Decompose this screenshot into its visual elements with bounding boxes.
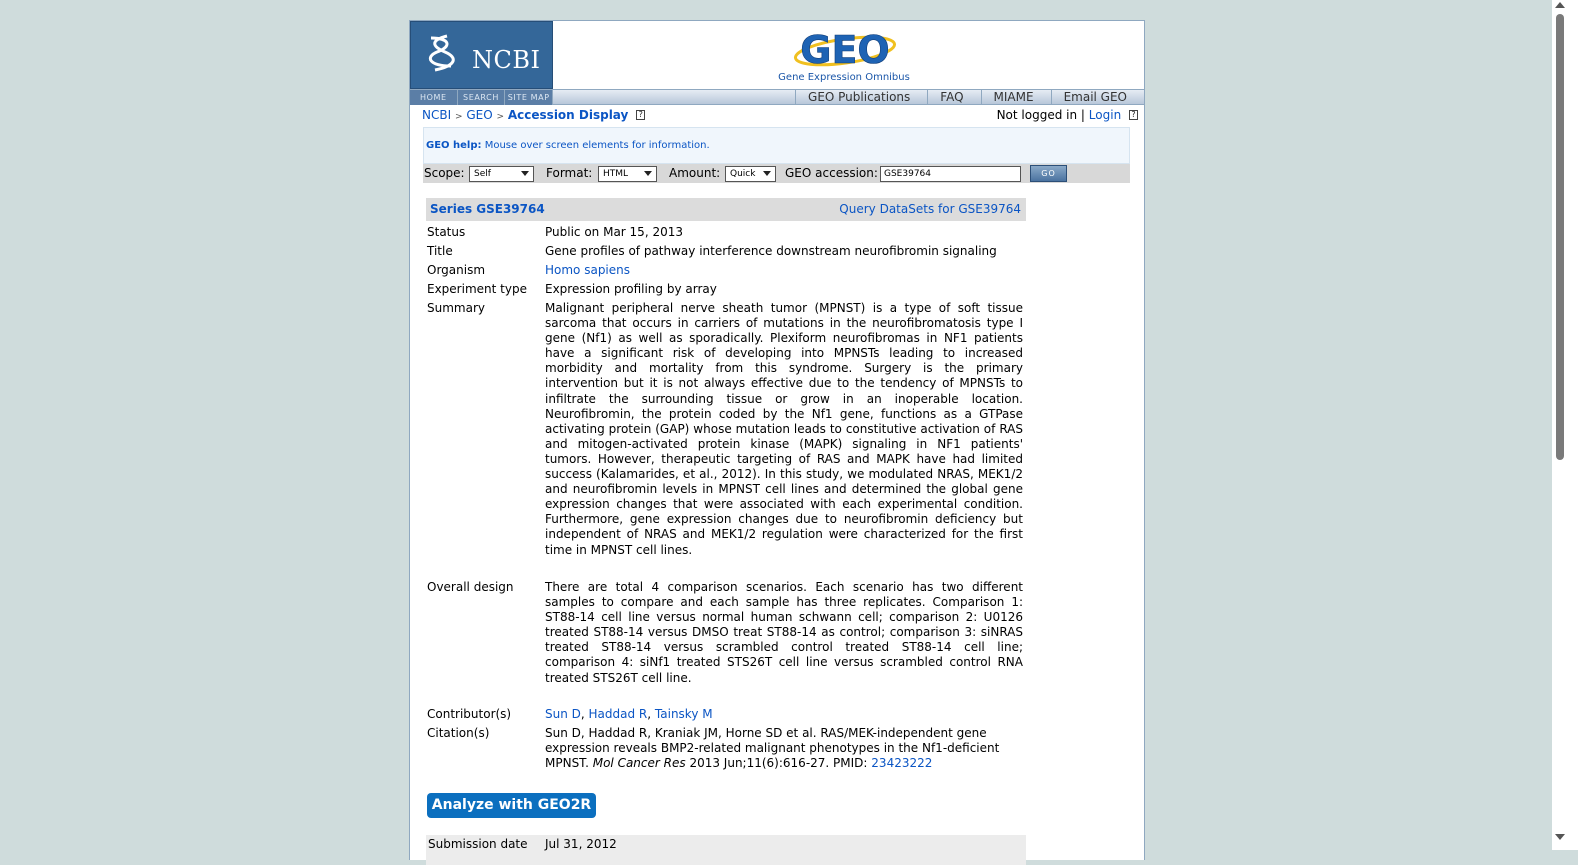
submission-row bbox=[426, 835, 1026, 865]
nav-home[interactable]: HOME bbox=[410, 90, 458, 105]
contributor-separator: , bbox=[580, 707, 589, 721]
nav-email-geo[interactable]: Email GEO bbox=[1051, 90, 1144, 105]
breadcrumb-separator: > bbox=[496, 112, 505, 122]
geo-nav bbox=[795, 90, 1144, 105]
citation-journal: Mol Cancer Res bbox=[592, 756, 686, 771]
breadcrumb bbox=[422, 108, 645, 122]
contributor-link[interactable]: Tainsky M bbox=[654, 707, 713, 721]
nav-site-map[interactable]: SITE MAP bbox=[505, 90, 553, 105]
geo-help-box bbox=[423, 127, 1130, 164]
contributor-link[interactable]: Haddad R bbox=[588, 707, 648, 721]
help-text: Mouse over screen elements for information. bbox=[484, 140, 710, 151]
format-label: Format: bbox=[546, 166, 593, 180]
organism-link[interactable]: Homo sapiens bbox=[545, 263, 631, 277]
geo-subtitle: Gene Expression Omnibus bbox=[778, 72, 910, 83]
scope-select[interactable]: Self bbox=[469, 166, 534, 182]
go-button[interactable]: GO bbox=[1030, 165, 1067, 182]
auth-divider: | bbox=[1080, 108, 1085, 122]
ncbi-logo[interactable] bbox=[410, 21, 553, 89]
contributors-label: Contributor(s) bbox=[427, 707, 512, 721]
breadcrumb-separator: > bbox=[454, 112, 463, 122]
citation-rest: 2013 Jun;11(6):616-27. PMID: bbox=[689, 756, 868, 771]
contributor-separator: , bbox=[647, 707, 655, 721]
status-label: Status bbox=[427, 225, 466, 239]
help-icon[interactable]: ? bbox=[636, 110, 645, 120]
help-label: GEO help: bbox=[426, 140, 482, 151]
breadcrumb-geo[interactable]: GEO bbox=[466, 108, 493, 122]
ncbi-wordmark: NCBI bbox=[472, 46, 541, 74]
experiment-label: Experiment type bbox=[427, 282, 527, 296]
status-value: Public on Mar 15, 2013 bbox=[545, 225, 683, 239]
top-navbar bbox=[410, 89, 1144, 105]
breadcrumb-current: Accession Display bbox=[507, 108, 629, 122]
series-header bbox=[426, 198, 1026, 221]
citation-text bbox=[545, 726, 1005, 771]
title-label: Title bbox=[427, 244, 453, 258]
nav-miame[interactable]: MIAME bbox=[981, 90, 1051, 105]
summary-text: Malignant peripheral nerve sheath tumor (MPNST) is a type of soft tissue sarcoma that occurs in carriers of mutations in the neurofibromatosis type I gene (Nf1) as well as sporadically. Plexiform neurofibromas in NF1 patients have a significant risk of developing into MPNSTs leading to increased morbidity and mortality from this syndrome. Surgery is the primary intervention but it is not always effective due to the tendency of MPNSTs to infiltrate the surrounding tissue or grow in an inoperable location. Neurofibromin, the protein coded by the Nf1 gene, functions as a GTPase activating protein (GAP) whose mutation leads to constitutive activation of RAS and mitogen-activated protein kinase (MAPK) signaling in NF1 patients' tumors. However, therapeutic targeting of RAS and MAPK have had limited success (Kalamarides, et al., 2012). In this study, we modulated NRAS, MEK1/2 and neurofibromin levels in MPNST cell lines and determined the global gene expression changes that were associated with each experimental condition. Furthermore, gene expression changes due to neurofibromin deficiency but independent of NRAS and MEK1/2 regulation were characterized for the first time in MPNST cell lines. bbox=[545, 301, 1023, 557]
nav-search[interactable]: SEARCH bbox=[458, 90, 506, 105]
nav-geo-publications[interactable]: GEO Publications bbox=[795, 90, 927, 105]
header bbox=[410, 21, 1144, 89]
login-status: Not logged in bbox=[996, 108, 1078, 122]
accession-label: GEO accession: bbox=[785, 166, 878, 180]
contributor-link[interactable]: Sun D bbox=[545, 707, 581, 721]
submission-value: Jul 31, 2012 bbox=[545, 837, 617, 851]
auth-area bbox=[997, 108, 1138, 122]
citation-label: Citation(s) bbox=[427, 726, 490, 740]
scroll-down-icon[interactable] bbox=[1555, 834, 1565, 840]
analyze-geo2r-button[interactable]: Analyze with GEO2R bbox=[427, 793, 596, 818]
breadcrumb-bar bbox=[410, 105, 1144, 125]
scope-label: Scope: bbox=[424, 166, 465, 180]
design-text: There are total 4 comparison scenarios. Each scenario has two different samples to compare and each sample has three replicates. Comparison 1: ST88-14 cell line versus normal human schwann cell; comparison 2: U0126 treated ST88-14 versus DMSO treat ST88-14 as control; comparison 3: siNRAS treated ST88-14 versus scrambled control treated ST88-14 cell line; comparison 4: siNf1 treated STS26T cell line versus scrambled control RNA treated STS26T cell line. bbox=[545, 580, 1023, 685]
query-datasets-link[interactable]: Query DataSets for GSE39764 bbox=[839, 202, 1021, 216]
accession-input[interactable]: GSE39764 bbox=[880, 166, 1021, 182]
pmid-link[interactable]: 23423222 bbox=[871, 756, 933, 771]
title-value: Gene profiles of pathway interference downstream neurofibromin signaling bbox=[545, 244, 997, 258]
nav-faq[interactable]: FAQ bbox=[927, 90, 980, 105]
design-label: Overall design bbox=[427, 580, 514, 594]
experiment-value: Expression profiling by array bbox=[545, 282, 717, 296]
geo-logo-icon[interactable] bbox=[790, 25, 900, 73]
organism-label: Organism bbox=[427, 263, 486, 277]
accession-form bbox=[423, 164, 1130, 183]
login-link[interactable]: Login bbox=[1088, 108, 1122, 122]
breadcrumb-ncbi[interactable]: NCBI bbox=[422, 108, 452, 122]
scrollbar-thumb[interactable] bbox=[1556, 14, 1564, 460]
help-icon[interactable]: ? bbox=[1129, 110, 1138, 120]
contributors-list bbox=[545, 707, 1023, 722]
format-select[interactable]: HTML bbox=[598, 166, 657, 182]
amount-label: Amount: bbox=[669, 166, 721, 180]
summary-label: Summary bbox=[427, 301, 485, 315]
ncbi-nav bbox=[410, 90, 553, 105]
submission-label: Submission date bbox=[428, 837, 528, 851]
amount-select[interactable]: Quick bbox=[725, 166, 776, 182]
citation-main: Sun D, Haddad R, Kraniak JM, Horne SD et al. RAS/MEK-independent gene expression reveals BMP2-related malignant phenotypes in the Nf1-deficient MPNST. bbox=[545, 726, 1000, 771]
scroll-up-icon[interactable] bbox=[1555, 2, 1565, 8]
series-title: Series GSE39764 bbox=[430, 202, 545, 216]
geo-logo-text: GEO bbox=[800, 28, 890, 72]
ncbi-helix-icon bbox=[423, 32, 463, 74]
